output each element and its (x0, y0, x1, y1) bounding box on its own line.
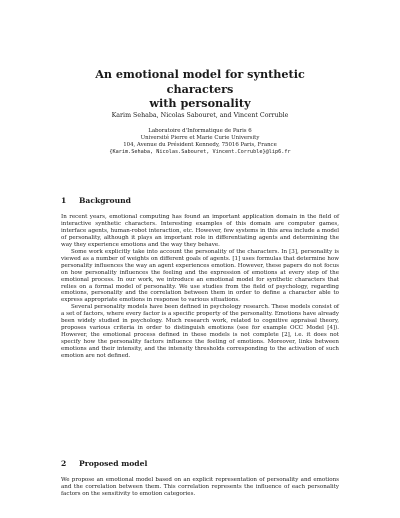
section-title: Background (79, 196, 131, 205)
paragraph: In recent years, emotional computing has found an important application domain in the field of interactive synthetic characters. Interesting examples of this domain are computer games, interface agents, human-robot interaction, etc. However, few systems in this area include a model of personality, although it plays an important role in differentiating agents and determining the way they experience emotions and the way they behave. (61, 214, 339, 248)
section-number: 2 (61, 459, 67, 468)
title-line-2: with personality (149, 96, 251, 110)
section-heading-background (61, 196, 131, 206)
section-body-background (61, 214, 339, 360)
paragraph: We propose an emotional model based on an explicit representation of personality and emotions and the correlation between them. This correlation represents the influence of each personality factors on the sensitivity to emotion categories. (61, 477, 339, 497)
affiliation-block (60, 128, 340, 156)
section-heading-proposed-model (61, 459, 147, 469)
paragraph: Several personality models have been defined in psychology research. These models consist of a set of factors, where every factor is a specific property of the personality. Emotions have already been widely studied in psychology. Much research work, related to cognitive appraisal theory, proposes various criteria in order to distinguish emotions (see for example OCC Model [4]). However, the emotional process defined in these models is not complete [2], i.e. it does not specify how the personality factors influence the feeling of emotions. Moreover, links between emotions and their intensity, and the intensity thresholds corresponding to the activation of such emotion are not defined. (61, 304, 339, 360)
affiliation-address: 104, Avenue du Président Kennedy, 75016 Paris, France (123, 141, 277, 148)
section-title: Proposed model (79, 459, 148, 468)
paragraph: Some work explicitly take into account the personality of the characters. In [3], personality is viewed as a number of weights on different goals of agents. [1] uses formulas that determine how personality influences the way an agent experiences emotion. However, these papers do not focus on how personality influences the feeling and the expression of emotions at every step of the emotional process. In our work, we introduce an emotional model for synthetic characters that relies on a formal model of personality. We use studies from the field of psychology, regarding emotions, personality and the correlation between them in order to define a character able to express appropriate emotions in response to various situations. (61, 248, 339, 304)
section-number: 1 (61, 196, 67, 205)
section-body-proposed-model (61, 477, 339, 498)
author-emails: {Karim.Sehaba, Nicolas.Sabouret, Vincent.Corruble}@lip6.fr (109, 148, 291, 155)
author-list: Karim Sehaba, Nicolas Sabouret, and Vincent Corruble (111, 112, 289, 119)
affiliation-university: Université Pierre et Marie Curie University (140, 134, 260, 141)
affiliation-lab: Laboratoire d'Informatique de Paris 6 (148, 128, 252, 134)
paper-title (60, 67, 340, 111)
title-line-1: An emotional model for synthetic characters (95, 67, 305, 96)
